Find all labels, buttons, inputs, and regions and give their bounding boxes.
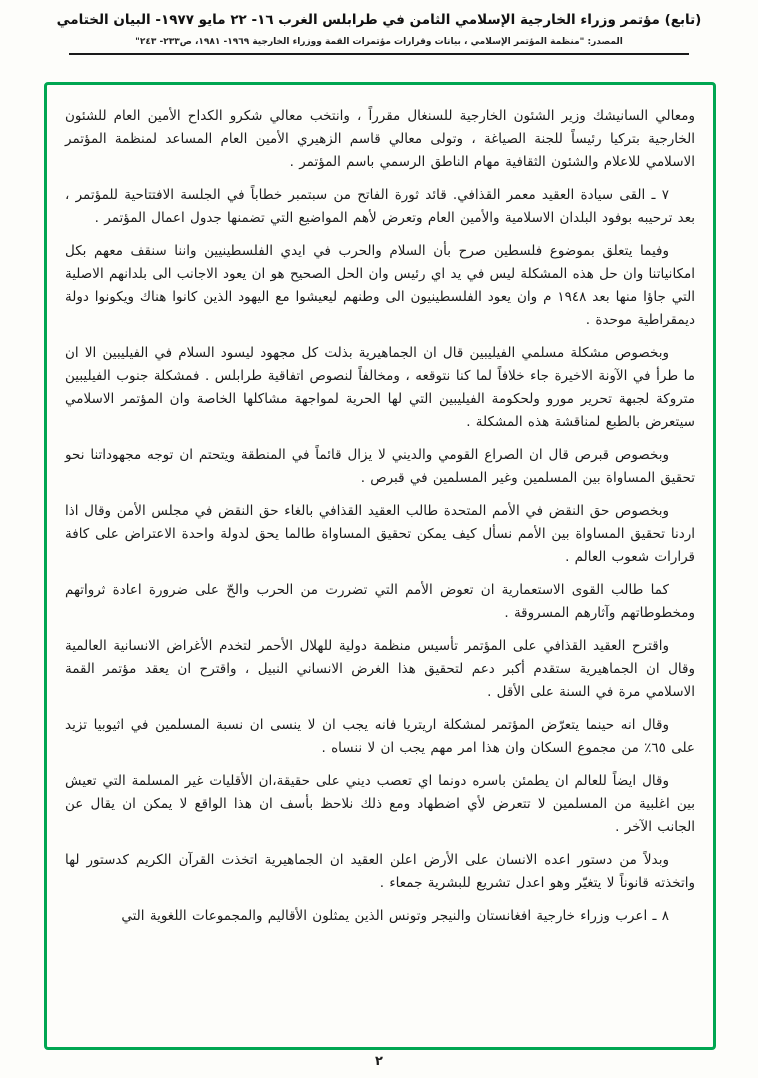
- source-line: المصدر: "منظمة المؤتمر الإسلامي ، بيانات وقرارات مؤتمرات القمة ووزراء الخارجية ١٩٦٩- ١٩٨١، ص٢٣٣- ٢٤٣": [135, 37, 623, 48]
- paragraph-4: وبخصوص مشكلة مسلمي الفيليبين قال ان الجماهيرية بذلت كل مجهود ليسود السلام في الفيليبين الا ان ما طرأ في الآونة الاخيرة جاء خلافاً لما كنا نتوقعه ، ومخالفاً لنصوص اتفاقية طرابلس . فمشكلة جنوب الفيليبين متروكة لجبهة تحرير مورو ولحكومة الفيليبين التي لها الحرية لمواجهة مشاكلها الخاصة وان المؤتمر الاسلامي سيتعرض بالطبع لمناقشة هذه المشكلة .: [65, 345, 695, 430]
- document-header: [0, 10, 758, 55]
- paragraph-5: وبخصوص قبرص قال ان الصراع القومي والديني لا يزال قائماً في المنطقة ويتحتم ان توجه مجهوداتنا نحو تحقيق المساواة بين المسلمين وغير المسلمين في قبرص .: [65, 447, 695, 486]
- paragraph-3: وفيما يتعلق بموضوع فلسطين صرح بأن السلام والحرب في ايدي الفلسطينيين واننا سنقف معهم بكل امكانياتنا وان حل هذه المشكلة ليس في يد اي رئيس وان الحل الصحيح هو ان يعود الاجانب الى بلدانهم الاصلية التي جاؤا منها بعد ١٩٤٨ م وان يعود الفلسطينيون الى وطنهم ليعيشوا مع اليهود الذين كانوا هناك ويكونوا دولة ديمقراطية موحدة .: [65, 243, 695, 328]
- paragraph-2: ٧ ـ القى سيادة العقيد معمر القذافي. قائد ثورة الفاتح من سبتمبر خطاباً في الجلسة الافتتاحية للمؤتمر ، بعد ترحيبه بوفود البلدان الاسلامية والأمين العام وتعرض لأهم المواضيع التي تضمنها جدول اعمال المؤتمر .: [65, 187, 695, 226]
- paragraph-9: وقال انه حينما يتعرّض المؤتمر لمشكلة اريتريا فانه يجب ان لا ينسى ان نسبة المسلمين في اثيوبيا تزيد على ٦٥٪ من مجموع السكان وان هذا امر مهم يجب ان لا ننساه .: [65, 717, 695, 756]
- paragraph-10: وقال ايضاً للعالم ان يطمئن باسره دونما اي تعصب ديني على حقيقة،ان الأقليات غير المسلمة التي تعيش بين اغلبية من المسلمين لا تتعرض لأي اضطهاد ومع ذلك نلاحظ بأسف ان هذا الواقع لا يمكن ان يقال عن الجانب الآخر .: [65, 773, 695, 835]
- paragraph-1: ومعالي السانيشك وزير الشئون الخارجية للسنغال مقرراً ، وانتخب معالي شكرو الكداح الأمين العام للشئون الخارجية بتركيا رئيساً للجنة الصياغة ، وتولى معالي قاسم الزهيري الأمين العام المساعد لمنظمة المؤتمر الاسلامي للاعلام والشئون الثقافية مهام الناطق الرسمي باسم المؤتمر .: [65, 108, 695, 170]
- paragraph-11: وبدلاً من دستور اعده الانسان على الأرض اعلن العقيد ان الجماهيرية اتخذت القرآن الكريم كدستور لها واتخذته قانوناً لا يتغيّر وهو اعدل تشريع للبشرية جمعاء .: [65, 852, 695, 891]
- paragraph-6: وبخصوص حق النقض في الأمم المتحدة طالب العقيد القذافي بالغاء حق النقض في مجلس الأمن وقال اذا اردنا تحقيق المساواة بين الأمم نسأل كيف يمكن تحقيق المساواة طالما يحق لدولة واحدة الاعتراض على كافة قرارات شعوب العالم .: [65, 503, 695, 565]
- content-border-box: [44, 82, 716, 1050]
- paragraph-12: ٨ ـ اعرب وزراء خارجية افغانستان والنيجر وتونس الذين يمثلون الأقاليم والمجموعات اللغوية التي: [121, 908, 669, 924]
- document-title: (تابع) مؤتمر وزراء الخارجية الإسلامي الثامن في طرابلس الغرب ١٦- ٢٢ مايو ١٩٧٧- البيان الختامي: [56, 12, 702, 28]
- paragraph-7: كما طالب القوى الاستعمارية ان تعوض الأمم التي تضررت من الحرب والحّ على ضرورة اعادة ثرواتهم ومخطوطاتهم وآثارهم المسروقة .: [65, 582, 695, 621]
- header-divider: [69, 53, 689, 55]
- paragraph-8: واقترح العقيد القذافي على المؤتمر تأسيس منظمة دولية للهلال الأحمر لتخدم الأغراض الانسانية العالمية وقال ان الجماهيرية ستقدم أكبر دعم لتحقيق هذا الغرض الانساني النبيل ، واقترح ان يعقد مؤتمر القمة الاسلامي مرة في السنة على الأقل .: [65, 638, 695, 700]
- page-number: ٢: [375, 1054, 383, 1069]
